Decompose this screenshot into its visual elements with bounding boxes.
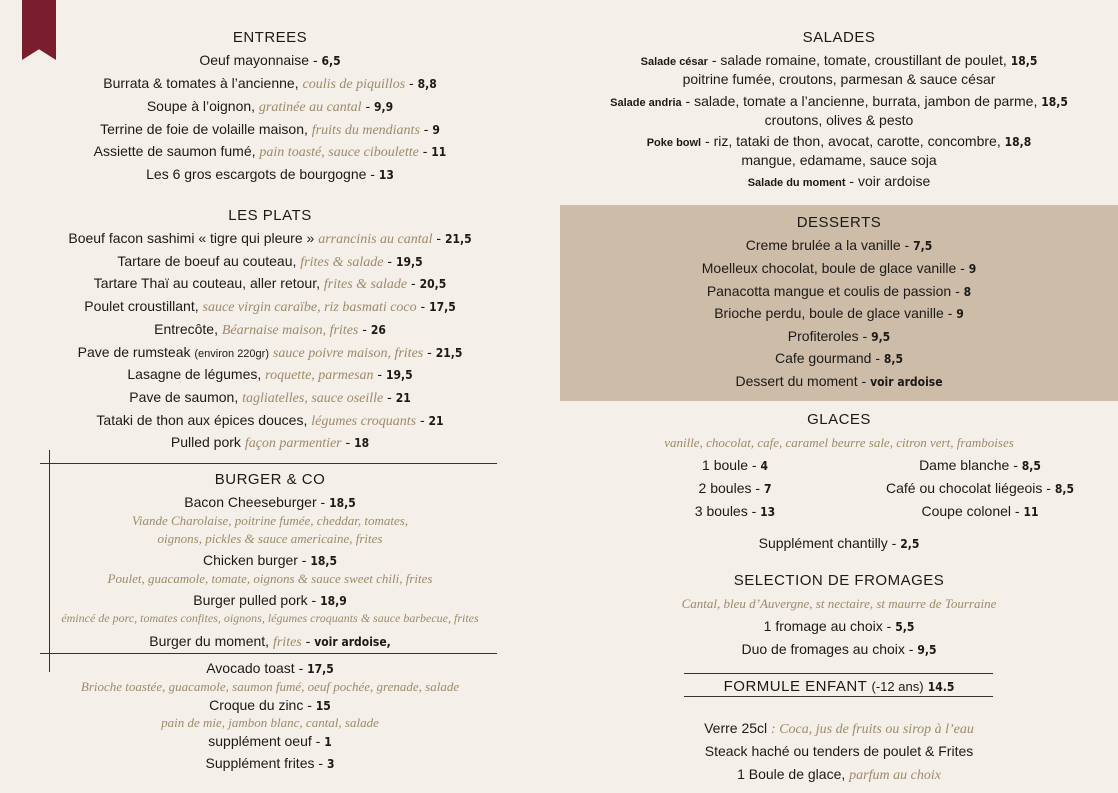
- entree-item: Assiette de saumon fumé, pain toasté, sauce ciboulette - 11: [93, 143, 447, 160]
- burger-title: BURGER & CO: [214, 471, 326, 488]
- fromage-item: Duo de fromages au choix - 9,5: [741, 641, 937, 657]
- enfant-line: Verre 25cl : Coca, jus de fruits ou sirop à l’eau: [704, 720, 974, 737]
- burger-item: Bacon Cheeseburger - 18,5: [184, 494, 356, 510]
- dessert-item: Brioche perdu, boule de glace vanille - 9: [714, 305, 964, 321]
- burger-item: Chicken burger - 18,5: [202, 552, 338, 568]
- entree-item: Les 6 gros escargots de bourgogne - 13: [146, 166, 394, 182]
- glace-item: Coupe colonel - 11: [921, 503, 1039, 519]
- dessert-item: Cafe gourmand - 8,5: [774, 350, 904, 366]
- glaces-flavors: vanille, chocolat, cafe, caramel beurre sale, citron vert, framboises: [664, 435, 1014, 450]
- burger-item-desc: Poulet, guacamole, tomate, oignons & sauce sweet chili, frites: [107, 571, 433, 586]
- dessert-item: Creme brulée a la vanille - 7,5: [745, 237, 933, 253]
- dessert-item: Panacotta mangue et coulis de passion - 8: [706, 283, 972, 299]
- dessert-item: Profiteroles - 9,5: [787, 328, 891, 344]
- salade-item: Poke bowl - riz, tataki de thon, avocat, carotte, concombre, 18,8 mangue, edamame, sauce soja: [646, 133, 1032, 168]
- entrees-title: ENTREES: [232, 29, 308, 46]
- entree-item: Terrine de foie de volaille maison, fruits du mendiants - 9: [100, 121, 440, 138]
- enfant-line: 1 Boule de glace, parfum au choix: [737, 766, 941, 783]
- salade-item: Salade andria - salade, tomate a l’ancienne, burrata, jambon de parme, 18,5 croutons, olives & pesto: [610, 93, 1068, 128]
- plat-item: Tartare de boeuf au couteau, frites & salade - 19,5: [117, 253, 423, 270]
- glaces-title: GLACES: [807, 411, 871, 428]
- other-item: Supplément frites - 3: [205, 755, 335, 771]
- desserts-panel: [560, 205, 1118, 401]
- left-column: [0, 0, 540, 793]
- plat-item: Pulled pork façon parmentier - 18: [170, 434, 370, 451]
- plat-item: Entrecôte, Béarnaise maison, frites - 26: [154, 321, 386, 338]
- salade-item: Salade césar - salade romaine, tomate, croustillant de poulet, 18,5 poitrine fumée, croutons, parmesan & sauce césar: [640, 52, 1038, 87]
- other-item: Avocado toast - 17,5: [206, 660, 334, 676]
- burger-top-divider: [40, 463, 497, 464]
- plat-item: Boeuf facon sashimi « tigre qui pleure » arrancinis au cantal - 21,5: [68, 230, 472, 247]
- fromages-desc: Cantal, bleu d’Auvergne, st nectaire, st maurre de Tourraine: [681, 596, 997, 611]
- glace-item: 1 boule - 4: [702, 457, 768, 473]
- glace-item: Dame blanche - 8,5: [919, 457, 1041, 473]
- plat-item: Pave de rumsteak (environ 220gr) sauce poivre maison, frites - 21,5: [77, 344, 463, 361]
- fromage-item: 1 fromage au choix - 5,5: [763, 618, 915, 634]
- plat-item: Pave de saumon, tagliatelles, sauce oseille - 21: [129, 389, 411, 406]
- burger-item-desc: oignons, pickles & sauce americaine, frites: [157, 531, 383, 546]
- burger-item: Burger du moment, frites - voir ardoise,: [149, 633, 391, 650]
- other-item: supplément oeuf - 1: [208, 733, 332, 749]
- other-item: Croque du zinc - 15: [209, 697, 331, 713]
- fromages-title: SELECTION DE FROMAGES: [733, 572, 945, 589]
- salades-title: SALADES: [802, 29, 876, 46]
- entree-item: Soupe à l’oignon, gratinée au cantal - 9,9: [146, 98, 394, 115]
- entree-item: Burrata & tomates à l’ancienne, coulis de piquillos - 8,8: [103, 75, 437, 92]
- other-item-desc: pain de mie, jambon blanc, cantal, salade: [161, 715, 379, 730]
- enfant-title: FORMULE ENFANT (-12 ans) 14.5: [723, 678, 955, 695]
- plat-item: Tartare Thaï au couteau, aller retour, frites & salade - 20,5: [93, 275, 447, 292]
- plat-item: Tataki de thon aux épices douces, légumes croquants - 21: [96, 412, 444, 429]
- enfant-line: Steack haché ou tenders de poulet & Frites: [704, 743, 974, 759]
- glace-item: Café ou chocolat liégeois - 8,5: [885, 480, 1074, 496]
- dessert-item: Dessert du moment - voir ardoise: [735, 373, 943, 389]
- other-item-desc: Brioche toastée, guacamole, saumon fumé, oeuf pochée, grenade, salade: [80, 679, 460, 694]
- burger-item: Burger pulled pork - 18,9: [193, 592, 347, 608]
- glace-supplement: Supplément chantilly - 2,5: [758, 535, 920, 551]
- burger-bottom-divider: [40, 653, 497, 654]
- glace-item: 2 boules - 7: [698, 480, 772, 496]
- enfant-bottom-divider: [684, 696, 993, 697]
- dessert-item: Moelleux chocolat, boule de glace vanille - 9: [701, 260, 977, 276]
- plat-item: Poulet croustillant, sauce virgin caraïbe, riz basmati coco - 17,5: [84, 298, 456, 315]
- right-column: [560, 0, 1118, 793]
- desserts-title: DESSERTS: [796, 214, 882, 231]
- enfant-top-divider: [684, 673, 993, 674]
- entree-item: Oeuf mayonnaise - 6,5: [199, 52, 341, 68]
- burger-item-desc: Viande Charolaise, poitrine fumée, cheddar, tomates,: [131, 513, 409, 528]
- burger-item-desc: émincé de porc, tomates confites, oignons, légumes croquants & sauce barbecue, frites: [61, 611, 479, 625]
- plat-item: Lasagne de légumes, roquette, parmesan - 19,5: [127, 366, 413, 383]
- plats-title: LES PLATS: [228, 207, 312, 224]
- glace-item: 3 boules - 13: [694, 503, 776, 519]
- salade-item: Salade du moment - voir ardoise: [747, 173, 931, 189]
